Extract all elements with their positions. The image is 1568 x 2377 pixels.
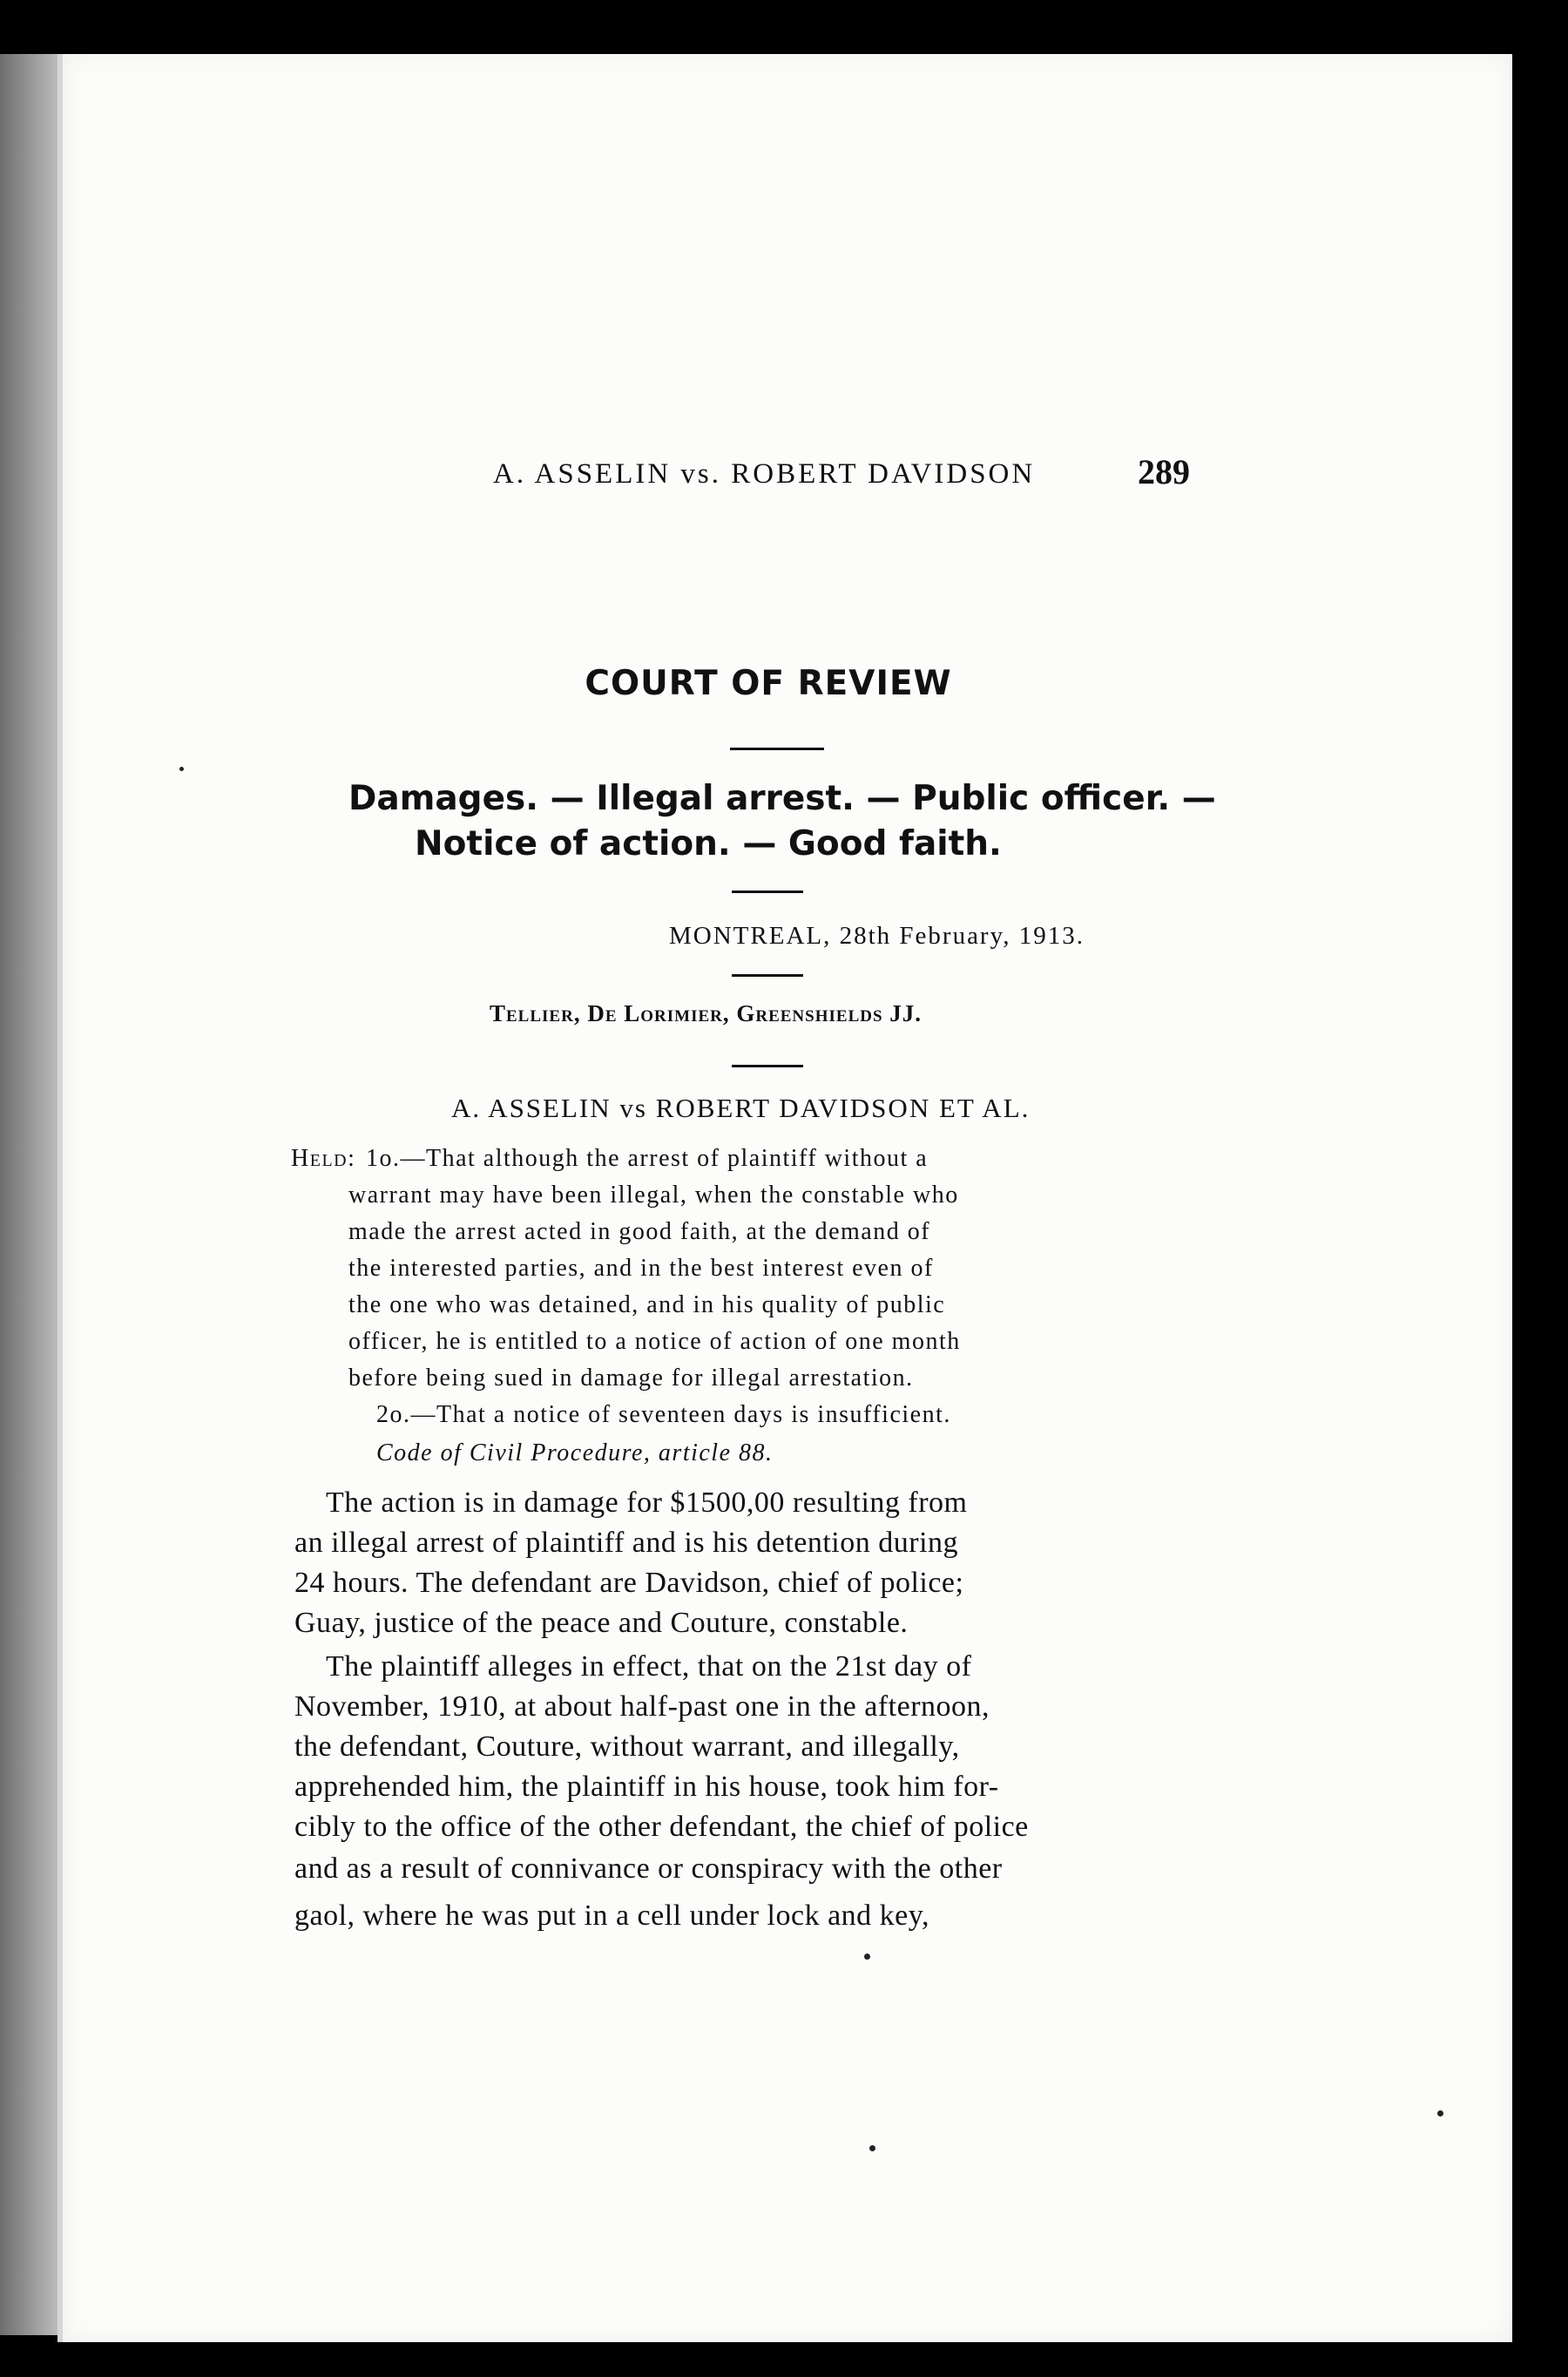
page-number: 289 — [1138, 452, 1190, 491]
subject-line-2: Notice of action. — Good faith. — [415, 824, 1002, 863]
body-line: gaol, where he was put in a cell under lock and key, — [294, 1900, 930, 1932]
running-head-title: A. ASSELIN vs. ROBERT DAVIDSON — [493, 458, 1036, 490]
section-rule — [732, 974, 803, 977]
court-title: COURT OF REVIEW — [585, 664, 952, 703]
held-line: the one who was detained, and in his quality of public — [348, 1291, 946, 1318]
scan-speck — [864, 1954, 870, 1960]
scan-speck — [869, 2145, 875, 2151]
document-page — [57, 54, 1512, 2342]
body-line: apprehended him, the plaintiff in his house, took him for- — [294, 1771, 999, 1803]
body-line: an illegal arrest of plaintiff and is his detention during — [294, 1527, 959, 1559]
body-line: Guay, justice of the peace and Couture, constable. — [294, 1607, 909, 1639]
case-title: A. ASSELIN vs ROBERT DAVIDSON ET AL. — [451, 1093, 1031, 1123]
body-line: November, 1910, at about half-past one in the afternoon, — [294, 1690, 990, 1723]
subject-line-1: Damages. — Illegal arrest. — Public officer. — — [348, 779, 1216, 818]
held-line: warrant may have been illegal, when the constable who — [348, 1182, 959, 1209]
place-date: MONTREAL, 28th February, 1913. — [669, 922, 1085, 950]
body-line: The action is in damage for $1500,00 resulting from — [326, 1486, 968, 1519]
scan-speck — [179, 767, 184, 771]
body-line: cibly to the office of the other defendant, the chief of police — [294, 1811, 1029, 1843]
section-rule — [732, 891, 803, 893]
held-label: Held: — [291, 1145, 356, 1172]
running-head — [493, 452, 1190, 493]
held-line: before being sued in damage for illegal arrestation. — [348, 1365, 914, 1392]
scan-speck — [1437, 2110, 1443, 2116]
held-line: 2o.—That a notice of seventeen days is insufficient. — [376, 1401, 951, 1428]
held-line: officer, he is entitled to a notice of action of one month — [348, 1328, 961, 1355]
held-line: 1o.—That although the arrest of plaintiff without a — [366, 1145, 929, 1172]
section-rule — [730, 748, 824, 750]
body-line: 24 hours. The defendant are Davidson, chief of police; — [294, 1567, 964, 1599]
held-line: the interested parties, and in the best interest even of — [348, 1255, 934, 1282]
body-line: and as a result of connivance or conspiracy with the other — [294, 1852, 1003, 1885]
held-line: made the arrest acted in good faith, at the demand of — [348, 1218, 931, 1245]
judges-line: Tellier, De Lorimier, Greenshields JJ. — [490, 1000, 923, 1026]
section-rule — [732, 1065, 803, 1067]
body-line: The plaintiff alleges in effect, that on the 21st day of — [326, 1650, 972, 1683]
body-line: the defendant, Couture, without warrant, and illegally, — [294, 1730, 960, 1763]
code-citation: Code of Civil Procedure, article 88. — [376, 1439, 774, 1466]
